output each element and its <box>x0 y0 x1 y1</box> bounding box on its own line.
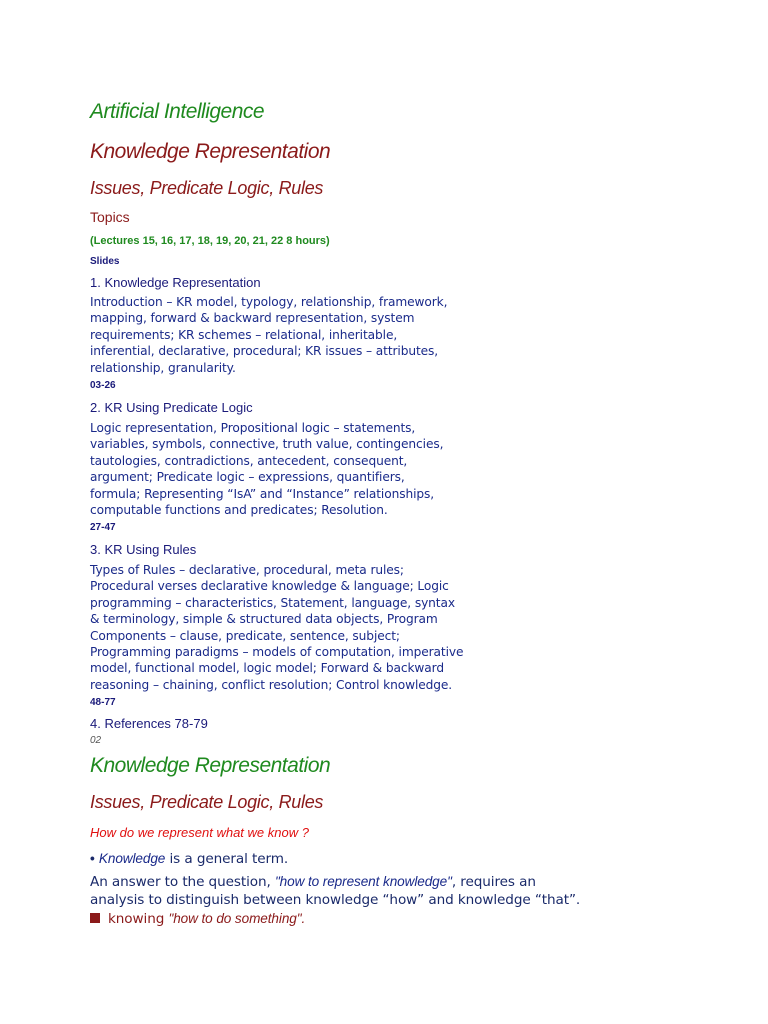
section-heading: 3. KR Using Rules <box>90 542 197 557</box>
bullet-rest: is a general term. <box>165 851 289 867</box>
body-line: computable functions and predicates; Resolution. <box>90 503 388 518</box>
slide-subtitle: Issues, Predicate Logic, Rules <box>90 792 324 812</box>
body-line: argument; Predicate logic – expressions, quantifiers, <box>90 470 405 485</box>
body-line: mapping, forward & backward representation, system <box>90 311 415 326</box>
body-line: model, functional model, logic model; Forward & backward <box>90 661 444 676</box>
section-body <box>90 562 530 693</box>
answer-quote: "how to represent knowledge" <box>274 874 452 889</box>
body-line: relationship, granularity. <box>90 360 236 375</box>
body-line: Introduction – KR model, typology, relationship, framework, <box>90 295 448 309</box>
answer-line-1 <box>90 874 536 890</box>
section-heading: 2. KR Using Predicate Logic <box>90 400 253 415</box>
square-bullet-icon <box>90 913 100 923</box>
knowledge-bullet <box>90 851 288 867</box>
knowing-item <box>90 911 305 927</box>
body-line: requirements; KR schemes – relational, inheritable, <box>90 327 398 342</box>
page-number: 02 <box>90 735 102 746</box>
bullet-term: Knowledge <box>98 851 166 866</box>
slide-range: 48-77 <box>90 697 116 708</box>
section-body <box>90 294 530 376</box>
body-line: programming – characteristics, Statement, language, syntax <box>90 595 455 610</box>
topic-title: Knowledge Representation <box>90 140 331 163</box>
body-line: & terminology, simple & structured data objects, Program <box>90 612 438 627</box>
body-line: Types of Rules – declarative, procedural, meta rules; <box>90 563 404 577</box>
body-line: formula; Representing “IsA” and “Instance” relationships, <box>90 486 435 501</box>
course-title: Artificial Intelligence <box>90 100 265 123</box>
body-line: Logic representation, Propositional logic – statements, <box>90 421 416 435</box>
answer-prefix: An answer to the question, <box>90 874 275 890</box>
lectures-note: (Lectures 15, 16, 17, 18, 19, 20, 21, 22 8 hours) <box>90 235 330 247</box>
topic-subtitle: Issues, Predicate Logic, Rules <box>90 178 324 198</box>
section-body <box>90 420 530 518</box>
answer-line-2: analysis to distinguish between knowledge “how” and knowledge “that”. <box>90 892 581 908</box>
references-heading: 4. References 78-79 <box>90 716 208 731</box>
slide-range: 27-47 <box>90 522 116 533</box>
slide-range: 03-26 <box>90 380 116 391</box>
body-line: Programming paradigms – models of computation, imperative <box>90 645 464 660</box>
section-heading: 1. Knowledge Representation <box>90 275 261 290</box>
body-line: reasoning – chaining, conflict resolution; Control knowledge. <box>90 677 453 692</box>
body-line: variables, symbols, connective, truth value, contingencies, <box>90 437 444 452</box>
body-line: inferential, declarative, procedural; KR issues – attributes, <box>90 344 439 359</box>
bullet-dot-icon: • <box>90 851 95 866</box>
knowing-prefix: knowing <box>108 911 169 927</box>
knowing-quote: "how to do something". <box>168 911 306 926</box>
body-line: tautologies, contradictions, antecedent, consequent, <box>90 453 408 468</box>
body-line: Components – clause, predicate, sentence, subject; <box>90 628 400 643</box>
topics-label: Topics <box>90 209 130 225</box>
slide-question: How do we represent what we know ? <box>90 825 309 840</box>
answer-suffix: , requires an <box>451 874 536 890</box>
slide-title: Knowledge Representation <box>90 754 331 777</box>
slides-label: Slides <box>90 256 120 267</box>
body-line: Procedural verses declarative knowledge & language; Logic <box>90 579 449 594</box>
